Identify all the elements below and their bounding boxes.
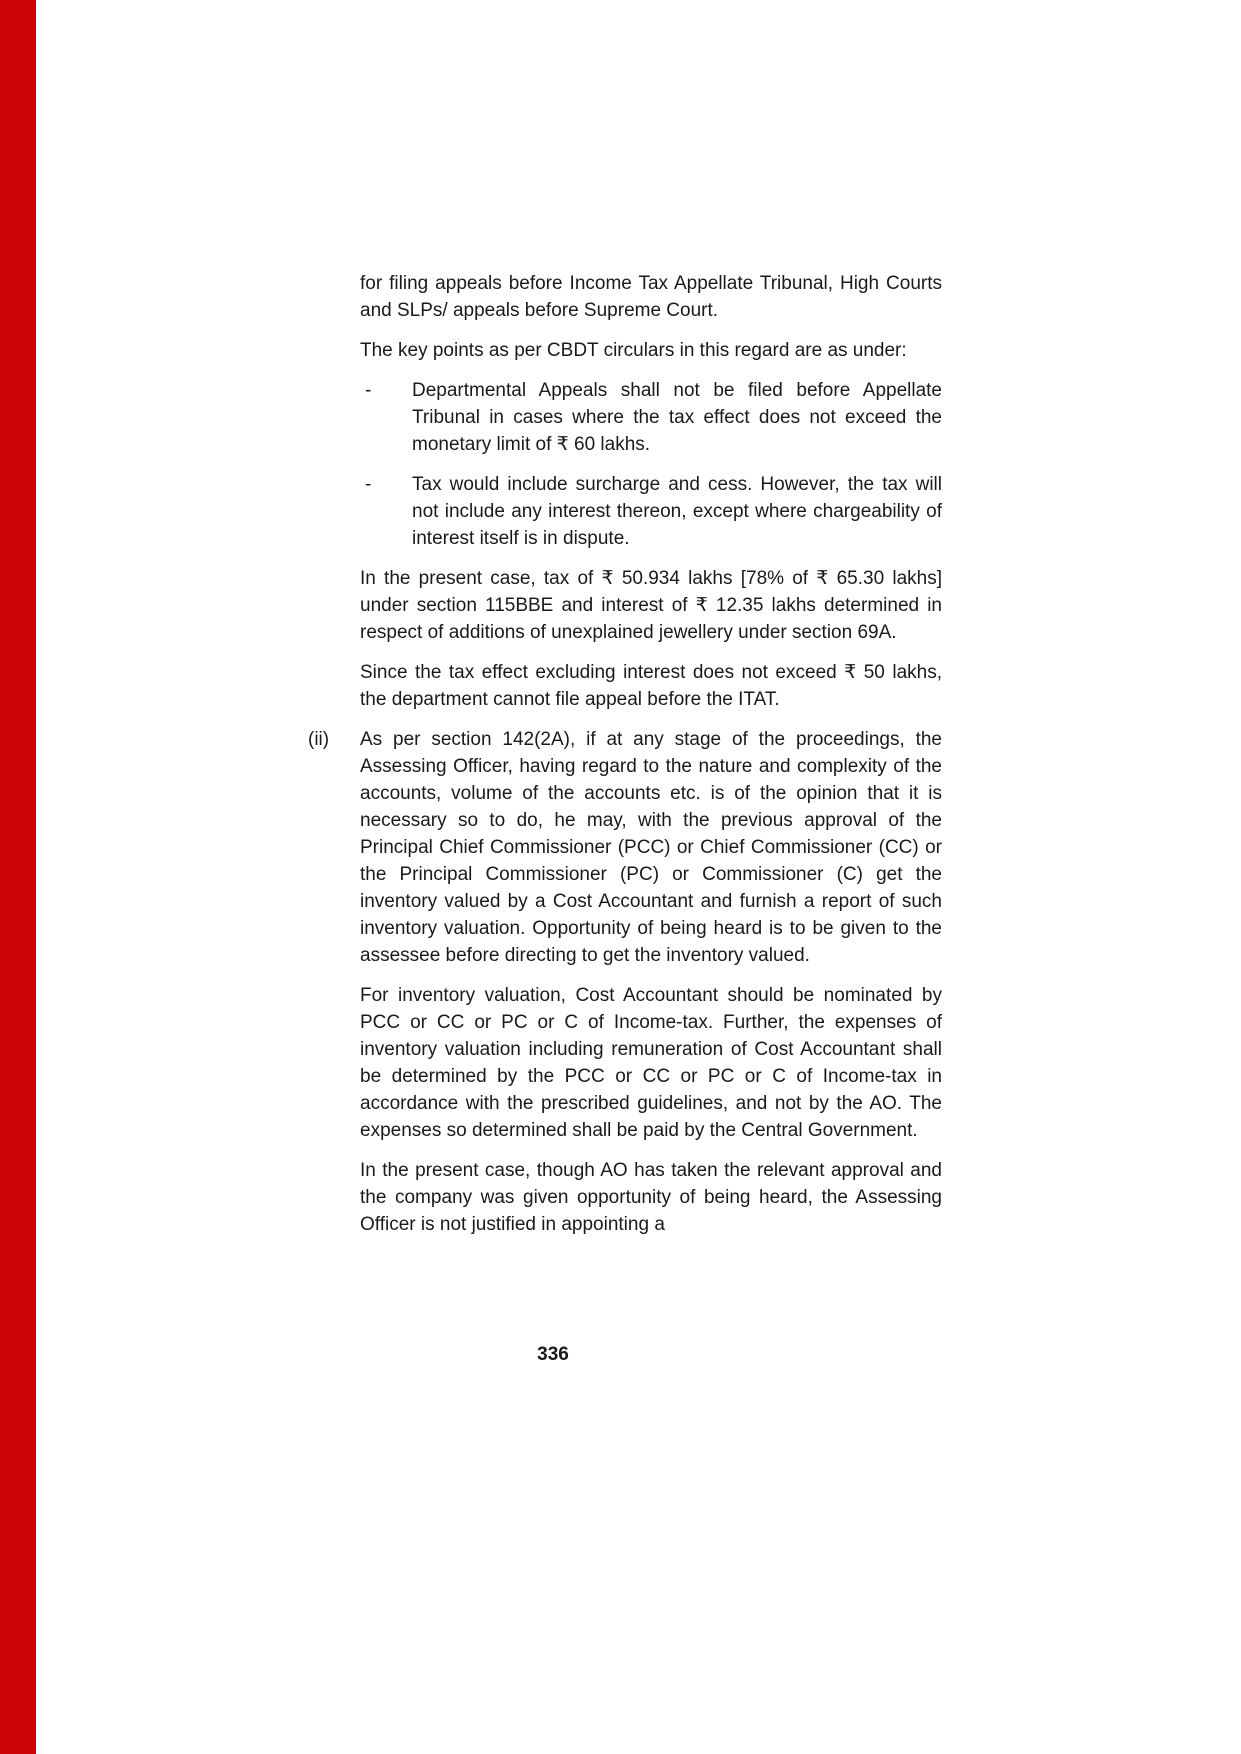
paragraph-conclusion: In the present case, though AO has taken the relevant approval and the company was given opportunity of being heard, the Assessing Officer is not justified in appointing a: [360, 1160, 942, 1235]
paragraph-since: Since the tax effect excluding interest does not exceed ₹ 50 lakhs, the department cannot file appeal before the ITAT.: [360, 662, 942, 710]
bullet-item: [360, 377, 942, 458]
bullet-text: Departmental Appeals shall not be filed before Appellate Tribunal in cases where the tax effect does not exceed the monetary limit of ₹ 60 lakhs.: [412, 380, 942, 455]
paragraph-keypoints: The key points as per CBDT circulars in this regard are as under:: [360, 340, 907, 361]
paragraph-intro: for filing appeals before Income Tax Appellate Tribunal, High Courts and SLPs/ appeals before Supreme Court.: [360, 273, 942, 321]
list-item-ii: [308, 726, 942, 969]
bullet-text: Tax would include surcharge and cess. However, the tax will not include any interest thereon, except where chargeability of interest itself is in dispute.: [412, 474, 942, 549]
list-item-marker: (ii): [308, 729, 330, 750]
bullet-marker: -: [365, 380, 372, 401]
list-item-text: As per section 142(2A), if at any stage of the proceedings, the Assessing Officer, having regard to the nature and complexity of the accounts, volume of the accounts etc. is of the opinion that it is necessary so to do, he may, with the previous approval of the Principal Chief Commissioner (PCC) or Chief Commissioner (CC) or the Principal Commissioner (PC) or Commissioner (C) get the inventory valued by a Cost Accountant and furnish a report of such inventory valuation. Opportunity of being heard is to be given to the assessee before directing to get the inventory valued.: [360, 729, 942, 966]
bullet-marker: -: [365, 474, 372, 495]
red-spine-bar: [0, 0, 36, 1754]
page-number: 336: [537, 1344, 569, 1365]
page-content: [308, 270, 942, 1251]
paragraph-inventory: For inventory valuation, Cost Accountant should be nominated by PCC or CC or PC or C of Income-tax. Further, the expenses of inventory valuation including remuneration of Cost Accountant shall be determined by the PCC or CC or PC or C of Income-tax in accordance with the prescribed guidelines, and not by the AO. The expenses so determined shall be paid by the Central Government.: [360, 985, 942, 1141]
paragraph-present-case: In the present case, tax of ₹ 50.934 lakhs [78% of ₹ 65.30 lakhs] under section 115BBE and interest of ₹ 12.35 lakhs determined in respect of additions of unexplained jewellery under section 69A.: [360, 568, 942, 643]
bullet-item: [360, 471, 942, 552]
